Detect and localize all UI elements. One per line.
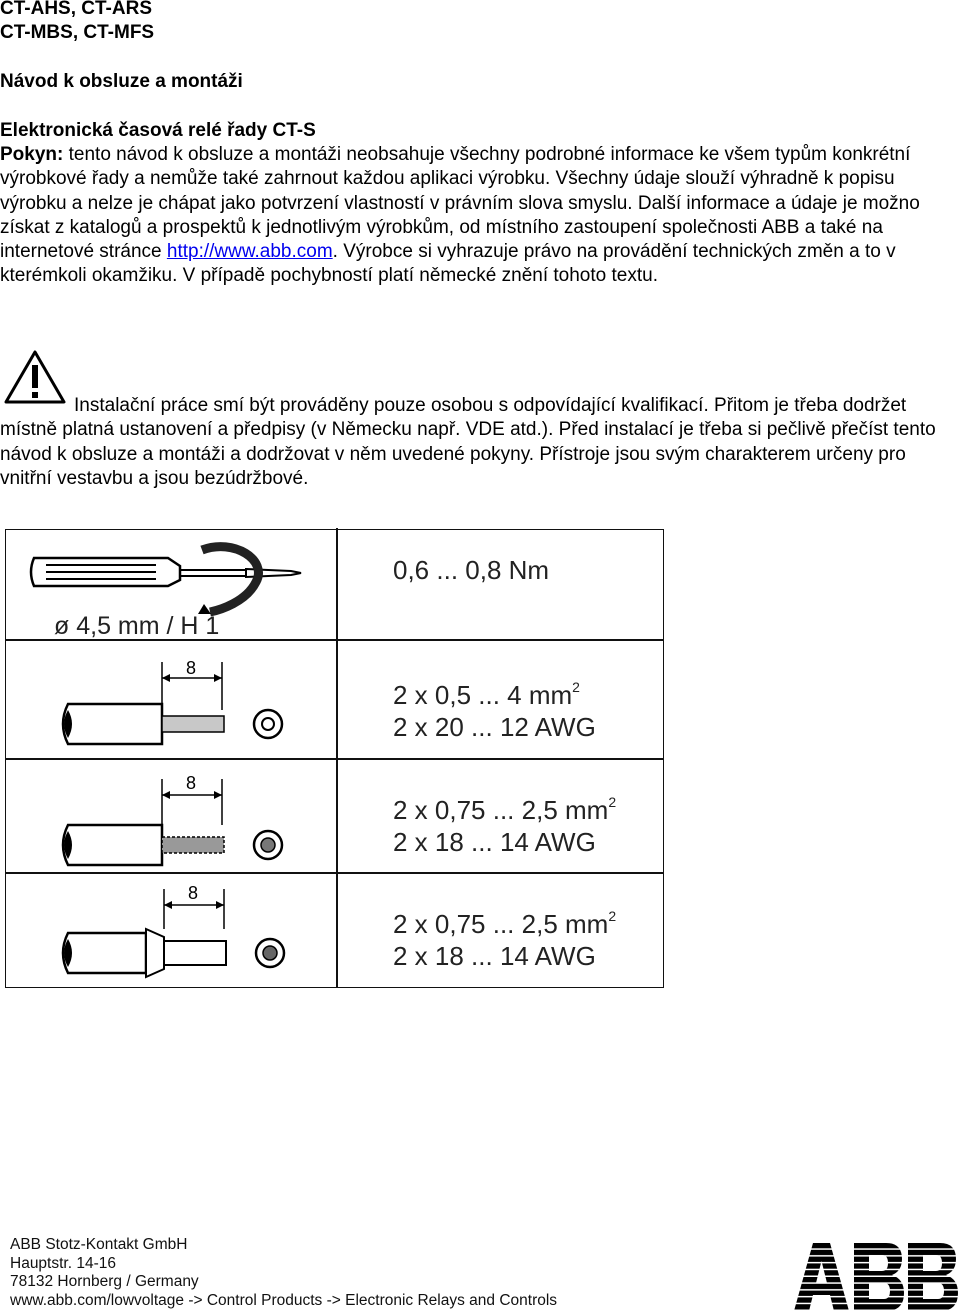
warning-paragraph: Instalační práce smí být prováděny pouze osobou s odpovídající kvalifikací. Přitom je třeba dodržet místně platná ustanovení a předpisy (v Německu např. VDE atd.). Před instalací je třeba si pečlivě přečíst tento návod k obsluze a montáži a dodržovat v něm uvedené pokyny. Přístroje jsou svým charakterem určeny pro vnitřní vestavbu a jsou bezúdržbové. xyxy=(0,395,936,489)
wire-spec-awg: 2 x 18 ... 14 AWG xyxy=(393,827,596,857)
strip-length-label: 8 xyxy=(186,773,197,793)
wire-spec-row1 xyxy=(393,671,596,743)
wire-spec-mm: 2 x 0,5 ... 4 mm xyxy=(393,680,573,710)
solid-wire-icon xyxy=(6,640,336,758)
company-address xyxy=(10,1236,557,1310)
strip-length-label: 8 xyxy=(188,883,199,903)
wire-spec-mm: 2 x 0,75 ... 2,5 mm xyxy=(393,909,609,939)
wiring-specification-figure xyxy=(5,529,664,988)
torque-spec: 0,6 ... 0,8 Nm xyxy=(393,555,550,585)
notice-text: tento návod k obsluze a montáži neobsahuje všechny podrobné informace ke všem typům konkrétní výrobkové řady a nemůže také zahrnout každou aplikaci výrobku. Všechny údaje slouží výhradně k popisu výrobku a nelze je chápat jako potvrzení vlastností v právním slova smyslu. Další informace a údaje je možno získat z katalogů a prospektů k jednotlivým výrobkům, od místního zastoupení společnosti ABB a také na internetové stránce xyxy=(0,144,920,263)
ferrule-wire-icon xyxy=(6,873,336,986)
abb-logo xyxy=(794,1243,960,1311)
company-city: 78132 Hornberg / Germany xyxy=(10,1273,199,1290)
document-title: Návod k obsluze a montáži xyxy=(0,71,243,92)
abb-website-link[interactable]: http://www.abb.com xyxy=(166,241,333,263)
wire-spec-row3 xyxy=(393,900,616,972)
wire-spec-sup: 2 xyxy=(608,908,617,924)
product-codes-line2: CT-MBS, CT-MFS xyxy=(0,22,155,43)
wire-spec-awg: 2 x 18 ... 14 AWG xyxy=(393,941,596,971)
stranded-wire-icon xyxy=(6,759,336,872)
notice-label: Pokyn: xyxy=(0,144,64,165)
wire-spec-row2 xyxy=(393,786,616,858)
wire-spec-awg: 2 x 20 ... 12 AWG xyxy=(393,712,596,742)
series-title: Elektronická časová relé řady CT-S xyxy=(0,120,316,141)
screwdriver-size-label: ø 4,5 mm / H 1 xyxy=(54,612,220,639)
product-codes-line1: CT-AHS, CT-ARS xyxy=(0,0,152,19)
wire-spec-mm: 2 x 0,75 ... 2,5 mm xyxy=(393,795,609,825)
screwdriver-icon xyxy=(6,530,336,639)
strip-length-label: 8 xyxy=(186,658,197,678)
company-web-path: www.abb.com/lowvoltage -> Control Products -> Electronic Relays and Controls xyxy=(10,1291,558,1309)
notice-text-end: . Výrobce si vyhrazuje právo na provádění technických změn a to v kterémkoli okamžiku. V případě pochybností platí německé znění tohoto textu. xyxy=(0,241,896,287)
company-street: Hauptstr. 14-16 xyxy=(10,1254,116,1272)
wire-spec-sup: 2 xyxy=(608,794,617,810)
notice-paragraph xyxy=(0,143,958,289)
company-name: ABB Stotz-Kontakt GmbH xyxy=(10,1236,188,1253)
wire-spec-sup: 2 xyxy=(572,679,580,695)
